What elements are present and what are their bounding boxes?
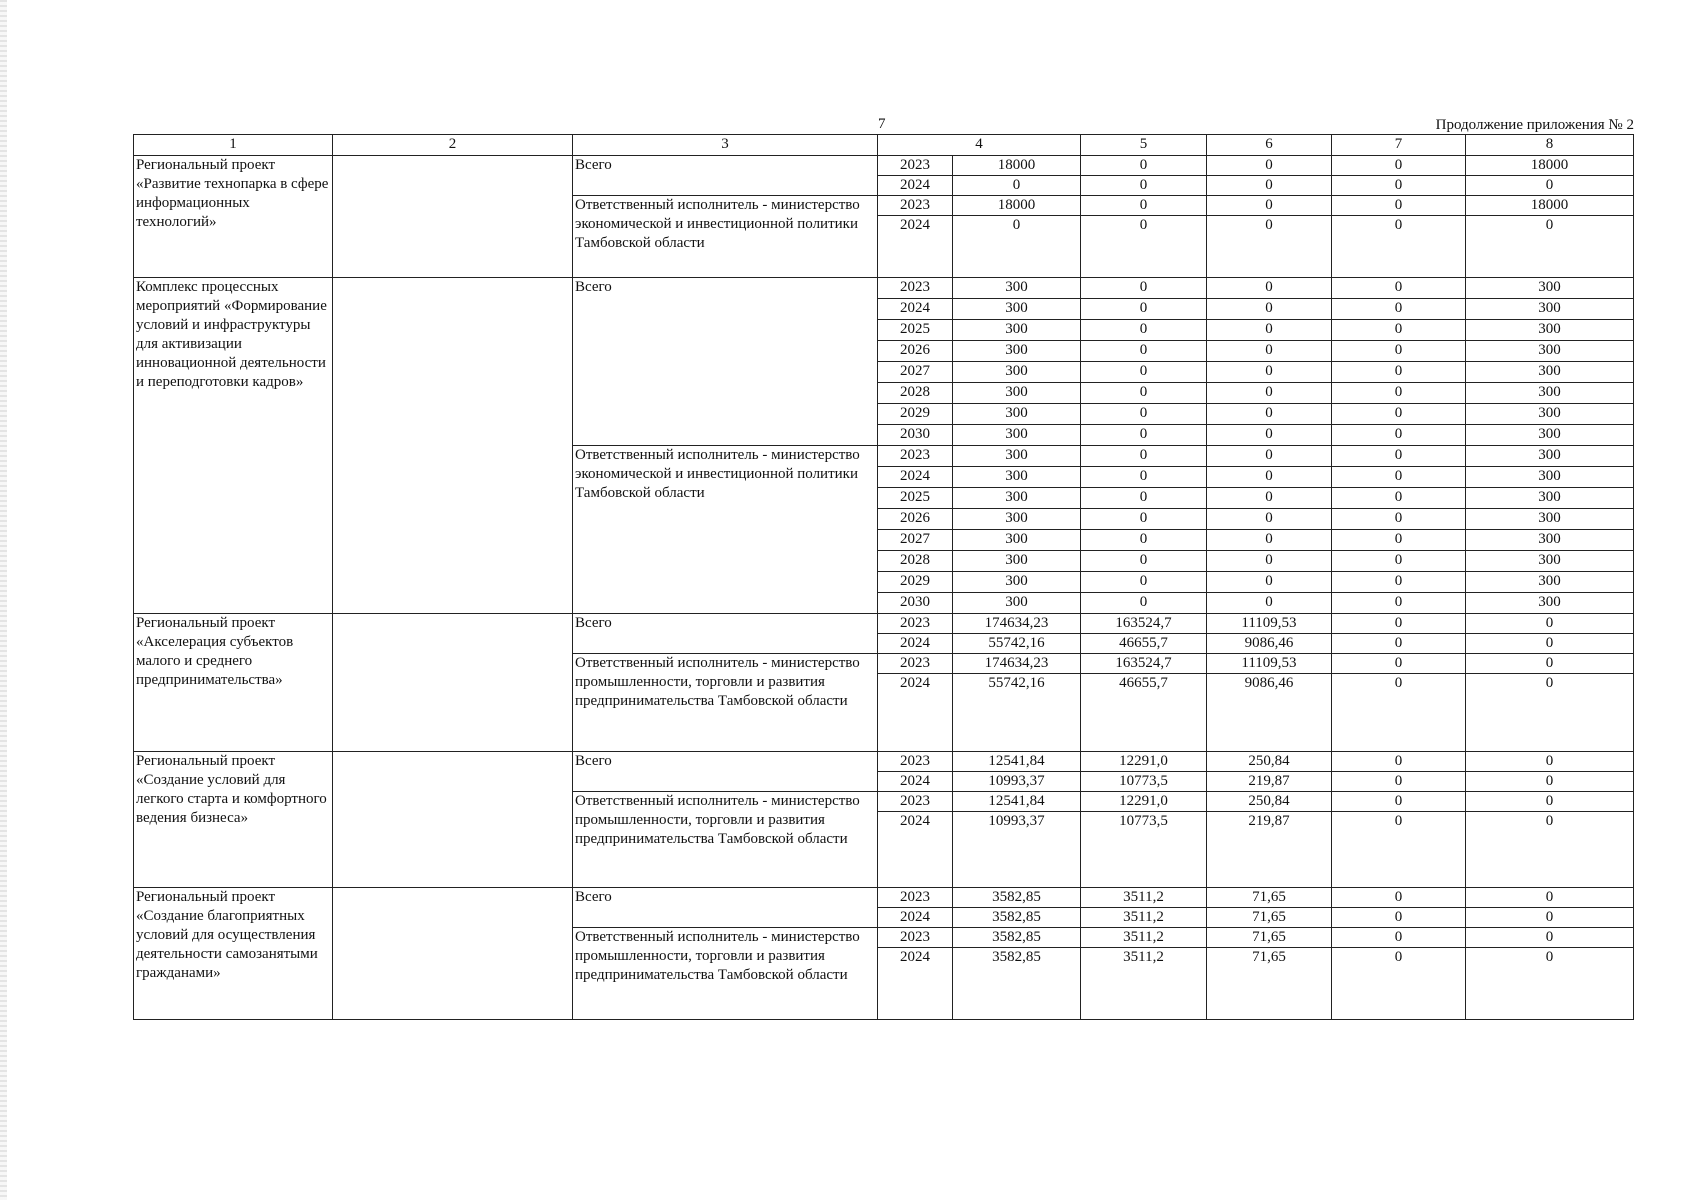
year-cell: 2024 [878,812,953,888]
year-cell: 2024 [878,908,953,928]
value-cell-7: 0 [1332,530,1466,551]
value-cell-6: 0 [1207,278,1332,299]
year-cell: 2023 [878,614,953,634]
value-cell-4: 300 [953,530,1081,551]
value-cell-5: 163524,7 [1081,654,1207,674]
value-cell-6: 0 [1207,572,1332,593]
value-cell-7: 0 [1332,752,1466,772]
value-cell-5: 12291,0 [1081,752,1207,772]
year-cell: 2025 [878,320,953,341]
value-cell-5: 3511,2 [1081,888,1207,908]
value-cell-5: 0 [1081,425,1207,446]
year-cell: 2024 [878,176,953,196]
funding-subject-cell: Всего [573,614,878,654]
value-cell-6: 71,65 [1207,928,1332,948]
value-cell-7: 0 [1332,674,1466,752]
value-cell-5: 163524,7 [1081,614,1207,634]
table-row [134,614,1634,634]
value-cell-7: 0 [1332,446,1466,467]
year-cell: 2028 [878,551,953,572]
value-cell-8: 300 [1466,278,1634,299]
column-2-cell [333,752,573,888]
value-cell-8: 300 [1466,299,1634,320]
value-cell-4: 300 [953,488,1081,509]
year-cell: 2023 [878,928,953,948]
year-cell: 2023 [878,888,953,908]
value-cell-5: 0 [1081,404,1207,425]
value-cell-4: 55742,16 [953,634,1081,654]
value-cell-4: 10993,37 [953,772,1081,792]
header-col-6: 6 [1207,135,1332,156]
value-cell-6: 0 [1207,341,1332,362]
value-cell-8: 300 [1466,551,1634,572]
value-cell-6: 0 [1207,488,1332,509]
event-name-cell: Региональный проект «Акселерация субъектов малого и среднего предпринимательства» [134,614,333,752]
value-cell-4: 300 [953,551,1081,572]
value-cell-6: 71,65 [1207,948,1332,1020]
event-name-cell: Региональный проект «Создание условий для легкого старта и комфортного ведения бизнеса» [134,752,333,888]
value-cell-5: 0 [1081,362,1207,383]
year-cell: 2024 [878,216,953,278]
value-cell-7: 0 [1332,383,1466,404]
value-cell-6: 0 [1207,404,1332,425]
value-cell-8: 300 [1466,572,1634,593]
value-cell-5: 0 [1081,572,1207,593]
value-cell-6: 0 [1207,425,1332,446]
value-cell-8: 300 [1466,404,1634,425]
value-cell-5: 0 [1081,551,1207,572]
value-cell-4: 300 [953,572,1081,593]
value-cell-5: 46655,7 [1081,634,1207,654]
value-cell-8: 300 [1466,593,1634,614]
value-cell-7: 0 [1332,404,1466,425]
value-cell-8: 18000 [1466,196,1634,216]
value-cell-5: 0 [1081,196,1207,216]
value-cell-5: 3511,2 [1081,948,1207,1020]
value-cell-8: 300 [1466,530,1634,551]
year-cell: 2023 [878,752,953,772]
funding-subject-cell: Всего [573,278,878,446]
column-2-cell [333,156,573,278]
table-row [134,156,1634,176]
header-col-1: 1 [134,135,333,156]
value-cell-4: 300 [953,320,1081,341]
value-cell-5: 0 [1081,593,1207,614]
value-cell-7: 0 [1332,572,1466,593]
year-cell: 2023 [878,654,953,674]
value-cell-7: 0 [1332,320,1466,341]
funding-subject-cell: Всего [573,156,878,196]
year-cell: 2023 [878,792,953,812]
value-cell-5: 0 [1081,341,1207,362]
value-cell-6: 11109,53 [1207,614,1332,634]
scan-edge-artifact [0,0,7,1200]
value-cell-5: 0 [1081,467,1207,488]
value-cell-5: 46655,7 [1081,674,1207,752]
year-cell: 2023 [878,156,953,176]
column-2-cell [333,888,573,1020]
header-col-4: 4 [878,135,1081,156]
page-number: 7 [878,116,886,132]
value-cell-6: 0 [1207,383,1332,404]
value-cell-5: 0 [1081,488,1207,509]
value-cell-6: 0 [1207,467,1332,488]
value-cell-4: 12541,84 [953,752,1081,772]
value-cell-7: 0 [1332,772,1466,792]
value-cell-7: 0 [1332,488,1466,509]
value-cell-4: 300 [953,593,1081,614]
value-cell-7: 0 [1332,341,1466,362]
year-cell: 2029 [878,404,953,425]
value-cell-8: 300 [1466,488,1634,509]
value-cell-7: 0 [1332,196,1466,216]
header-col-2: 2 [333,135,573,156]
value-cell-4: 300 [953,467,1081,488]
funding-subject-cell: Ответственный исполнитель - министерство промышленности, торговли и развития предпринимательства Тамбовской области [573,792,878,888]
value-cell-8: 300 [1466,341,1634,362]
value-cell-6: 0 [1207,156,1332,176]
value-cell-8: 0 [1466,772,1634,792]
value-cell-4: 300 [953,383,1081,404]
value-cell-4: 55742,16 [953,674,1081,752]
value-cell-7: 0 [1332,888,1466,908]
value-cell-7: 0 [1332,634,1466,654]
funding-subject-cell: Ответственный исполнитель - министерство экономической и инвестиционной политики Тамбовской области [573,446,878,614]
value-cell-7: 0 [1332,908,1466,928]
value-cell-6: 11109,53 [1207,654,1332,674]
event-name-cell: Региональный проект «Развитие технопарка в сфере информационных технологий» [134,156,333,278]
value-cell-8: 0 [1466,812,1634,888]
value-cell-4: 300 [953,446,1081,467]
value-cell-4: 174634,23 [953,654,1081,674]
year-cell: 2023 [878,196,953,216]
value-cell-7: 0 [1332,792,1466,812]
value-cell-7: 0 [1332,593,1466,614]
value-cell-7: 0 [1332,278,1466,299]
year-cell: 2024 [878,299,953,320]
value-cell-6: 0 [1207,551,1332,572]
year-cell: 2025 [878,488,953,509]
table-header [134,135,1634,156]
value-cell-6: 0 [1207,320,1332,341]
year-cell: 2024 [878,467,953,488]
year-cell: 2026 [878,341,953,362]
value-cell-4: 18000 [953,196,1081,216]
value-cell-6: 0 [1207,593,1332,614]
value-cell-7: 0 [1332,425,1466,446]
value-cell-4: 300 [953,278,1081,299]
value-cell-8: 0 [1466,948,1634,1020]
value-cell-8: 0 [1466,654,1634,674]
value-cell-4: 12541,84 [953,792,1081,812]
value-cell-4: 300 [953,509,1081,530]
value-cell-4: 18000 [953,156,1081,176]
value-cell-6: 0 [1207,530,1332,551]
value-cell-5: 10773,5 [1081,772,1207,792]
value-cell-5: 0 [1081,278,1207,299]
value-cell-8: 0 [1466,216,1634,278]
funding-subject-cell: Всего [573,888,878,928]
value-cell-4: 300 [953,425,1081,446]
value-cell-4: 300 [953,299,1081,320]
table-body [134,156,1634,1020]
value-cell-7: 0 [1332,812,1466,888]
value-cell-6: 0 [1207,196,1332,216]
value-cell-7: 0 [1332,509,1466,530]
value-cell-8: 0 [1466,908,1634,928]
table-row [134,278,1634,299]
value-cell-6: 250,84 [1207,792,1332,812]
value-cell-6: 0 [1207,446,1332,467]
value-cell-7: 0 [1332,362,1466,383]
value-cell-8: 0 [1466,928,1634,948]
year-cell: 2024 [878,948,953,1020]
value-cell-4: 300 [953,362,1081,383]
value-cell-7: 0 [1332,551,1466,572]
value-cell-5: 10773,5 [1081,812,1207,888]
value-cell-5: 0 [1081,530,1207,551]
year-cell: 2026 [878,509,953,530]
value-cell-8: 0 [1466,674,1634,752]
value-cell-6: 250,84 [1207,752,1332,772]
value-cell-7: 0 [1332,156,1466,176]
financing-table [133,134,1634,1020]
value-cell-6: 0 [1207,509,1332,530]
value-cell-8: 0 [1466,792,1634,812]
year-cell: 2023 [878,278,953,299]
column-2-cell [333,614,573,752]
value-cell-8: 0 [1466,614,1634,634]
value-cell-7: 0 [1332,299,1466,320]
year-cell: 2029 [878,572,953,593]
event-name-cell: Региональный проект «Создание благоприятных условий для осуществления деятельности самозанятыми гражданами» [134,888,333,1020]
value-cell-8: 18000 [1466,156,1634,176]
value-cell-7: 0 [1332,614,1466,634]
value-cell-7: 0 [1332,216,1466,278]
value-cell-5: 12291,0 [1081,792,1207,812]
value-cell-8: 300 [1466,467,1634,488]
value-cell-4: 174634,23 [953,614,1081,634]
funding-subject-cell: Всего [573,752,878,792]
header-col-7: 7 [1332,135,1466,156]
value-cell-6: 0 [1207,216,1332,278]
value-cell-6: 71,65 [1207,888,1332,908]
value-cell-4: 3582,85 [953,928,1081,948]
value-cell-8: 300 [1466,362,1634,383]
value-cell-5: 0 [1081,383,1207,404]
value-cell-8: 0 [1466,752,1634,772]
value-cell-4: 300 [953,404,1081,425]
value-cell-5: 0 [1081,320,1207,341]
header-col-3: 3 [573,135,878,156]
value-cell-4: 0 [953,176,1081,196]
value-cell-8: 300 [1466,320,1634,341]
table-row [134,888,1634,908]
table-row [134,752,1634,772]
value-cell-5: 0 [1081,446,1207,467]
value-cell-6: 219,87 [1207,812,1332,888]
value-cell-5: 0 [1081,156,1207,176]
value-cell-7: 0 [1332,176,1466,196]
year-cell: 2027 [878,362,953,383]
value-cell-8: 300 [1466,509,1634,530]
funding-subject-cell: Ответственный исполнитель - министерство промышленности, торговли и развития предпринимательства Тамбовской области [573,928,878,1020]
value-cell-8: 0 [1466,634,1634,654]
value-cell-7: 0 [1332,928,1466,948]
value-cell-7: 0 [1332,467,1466,488]
year-cell: 2028 [878,383,953,404]
value-cell-6: 0 [1207,299,1332,320]
year-cell: 2030 [878,593,953,614]
value-cell-4: 10993,37 [953,812,1081,888]
header-col-8: 8 [1466,135,1634,156]
value-cell-8: 300 [1466,446,1634,467]
value-cell-6: 0 [1207,176,1332,196]
year-cell: 2024 [878,634,953,654]
value-cell-8: 0 [1466,888,1634,908]
value-cell-5: 0 [1081,216,1207,278]
funding-subject-cell: Ответственный исполнитель - министерство промышленности, торговли и развития предпринимательства Тамбовской области [573,654,878,752]
header-col-5: 5 [1081,135,1207,156]
value-cell-5: 0 [1081,299,1207,320]
year-cell: 2024 [878,674,953,752]
value-cell-5: 0 [1081,176,1207,196]
year-cell: 2023 [878,446,953,467]
value-cell-5: 3511,2 [1081,908,1207,928]
value-cell-4: 3582,85 [953,948,1081,1020]
value-cell-6: 9086,46 [1207,634,1332,654]
column-2-cell [333,278,573,614]
funding-subject-cell: Ответственный исполнитель - министерство экономической и инвестиционной политики Тамбовской области [573,196,878,278]
value-cell-4: 3582,85 [953,908,1081,928]
value-cell-4: 300 [953,341,1081,362]
value-cell-8: 0 [1466,176,1634,196]
value-cell-6: 219,87 [1207,772,1332,792]
value-cell-6: 9086,46 [1207,674,1332,752]
value-cell-4: 3582,85 [953,888,1081,908]
value-cell-5: 0 [1081,509,1207,530]
value-cell-7: 0 [1332,948,1466,1020]
value-cell-6: 0 [1207,362,1332,383]
year-cell: 2027 [878,530,953,551]
value-cell-8: 300 [1466,383,1634,404]
value-cell-8: 300 [1466,425,1634,446]
value-cell-6: 71,65 [1207,908,1332,928]
value-cell-5: 3511,2 [1081,928,1207,948]
year-cell: 2024 [878,772,953,792]
event-name-cell: Комплекс процессных мероприятий «Формирование условий и инфраструктуры для активизации инновационной деятельности и переподготовки кадров» [134,278,333,614]
continuation-caption: Продолжение приложения № 2 [1435,117,1634,133]
value-cell-4: 0 [953,216,1081,278]
year-cell: 2030 [878,425,953,446]
value-cell-7: 0 [1332,654,1466,674]
